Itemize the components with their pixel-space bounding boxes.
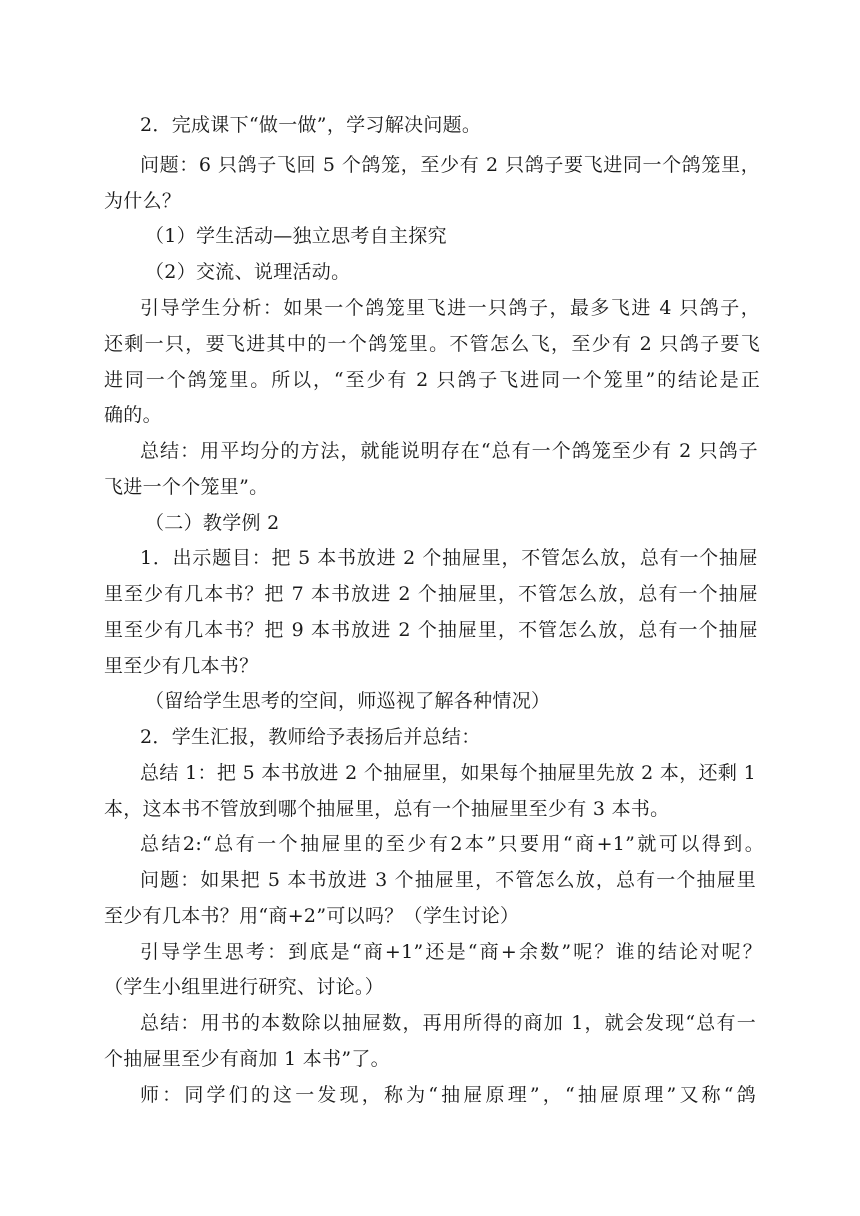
text-line: 总结 1：把 5 本书放进 2 个抽屉里，如果每个抽屉里先放 2 本，还剩 1	[140, 762, 756, 784]
section-heading: （二）教学例 2	[145, 512, 280, 534]
text-line: 里至少有几本书？把 7 本书放进 2 个抽屉里，不管怎么放，总有一个抽屉	[104, 583, 758, 605]
text-line: （2）交流、说理活动。	[145, 261, 351, 283]
text-line: 确的。	[104, 404, 162, 426]
text-line: 2．完成课下“做一做”，学习解决问题。	[140, 114, 482, 136]
text-line: 里至少有几本书？把 9 本书放进 2 个抽屉里，不管怎么放，总有一个抽屉	[104, 619, 758, 641]
text-line: 总结：用平均分的方法，就能说明存在“总有一个鸽笼至少有 2 只鸽子	[140, 440, 758, 462]
text-line: 总结2:“总有一个抽屉里的至少有2本”只要用“商+1”就可以得到。	[140, 833, 764, 855]
text-line: 里至少有几本书？	[104, 655, 259, 677]
text-line: 为什么？	[104, 190, 182, 212]
text-line: 总结：用书的本数除以抽屉数，再用所得的商加 1，就会发现“总有一	[140, 1012, 756, 1034]
text-line: 还剩一只，要飞进其中的一个鸽笼里。不管怎么飞，至少有 2 只鸽子要飞	[104, 333, 760, 355]
text-line: （留给学生思考的空间，师巡视了解各种情况）	[145, 690, 551, 712]
text-line: 师：同学们的这一发现，称为“抽屉原理”，“抽屉原理”又称“鸽	[140, 1084, 756, 1106]
text-line: （1）学生活动—独立思考自主探究	[145, 225, 447, 247]
text-line: 引导学生思考：到底是“商+1”还是“商+余数”呢？谁的结论对呢？	[140, 941, 762, 963]
text-line: 1．出示题目：把 5 本书放进 2 个抽屉里，不管怎么放，总有一个抽屉	[140, 547, 758, 569]
text-line: 问题：6 只鸽子飞回 5 个鸽笼，至少有 2 只鸽子要飞进同一个鸽笼里，	[140, 154, 760, 176]
text-line: 引导学生分析：如果一个鸽笼里飞进一只鸽子，最多飞进 4 只鸽子，	[140, 297, 760, 319]
text-line: 个抽屉里至少有商加 1 本书”了。	[104, 1048, 390, 1070]
text-line: 2．学生汇报，教师给予表扬后并总结：	[140, 726, 481, 748]
text-line: 至少有几本书？用“商+2”可以吗？（学生讨论）	[104, 905, 520, 927]
text-line: 飞进一个个笼里”。	[104, 476, 269, 498]
text-line: 问题：如果把 5 本书放进 3 个抽屉里，不管怎么放，总有一个抽屉里	[140, 869, 756, 891]
text-line: （学生小组里进行研究、讨论。）	[104, 976, 385, 998]
text-line: 本，这本书不管放到哪个抽屉里，总有一个抽屉里至少有 3 本书。	[104, 798, 670, 820]
text-line: 进同一个鸽笼里。所以，“至少有 2 只鸽子飞进同一个笼里”的结论是正	[104, 369, 760, 391]
